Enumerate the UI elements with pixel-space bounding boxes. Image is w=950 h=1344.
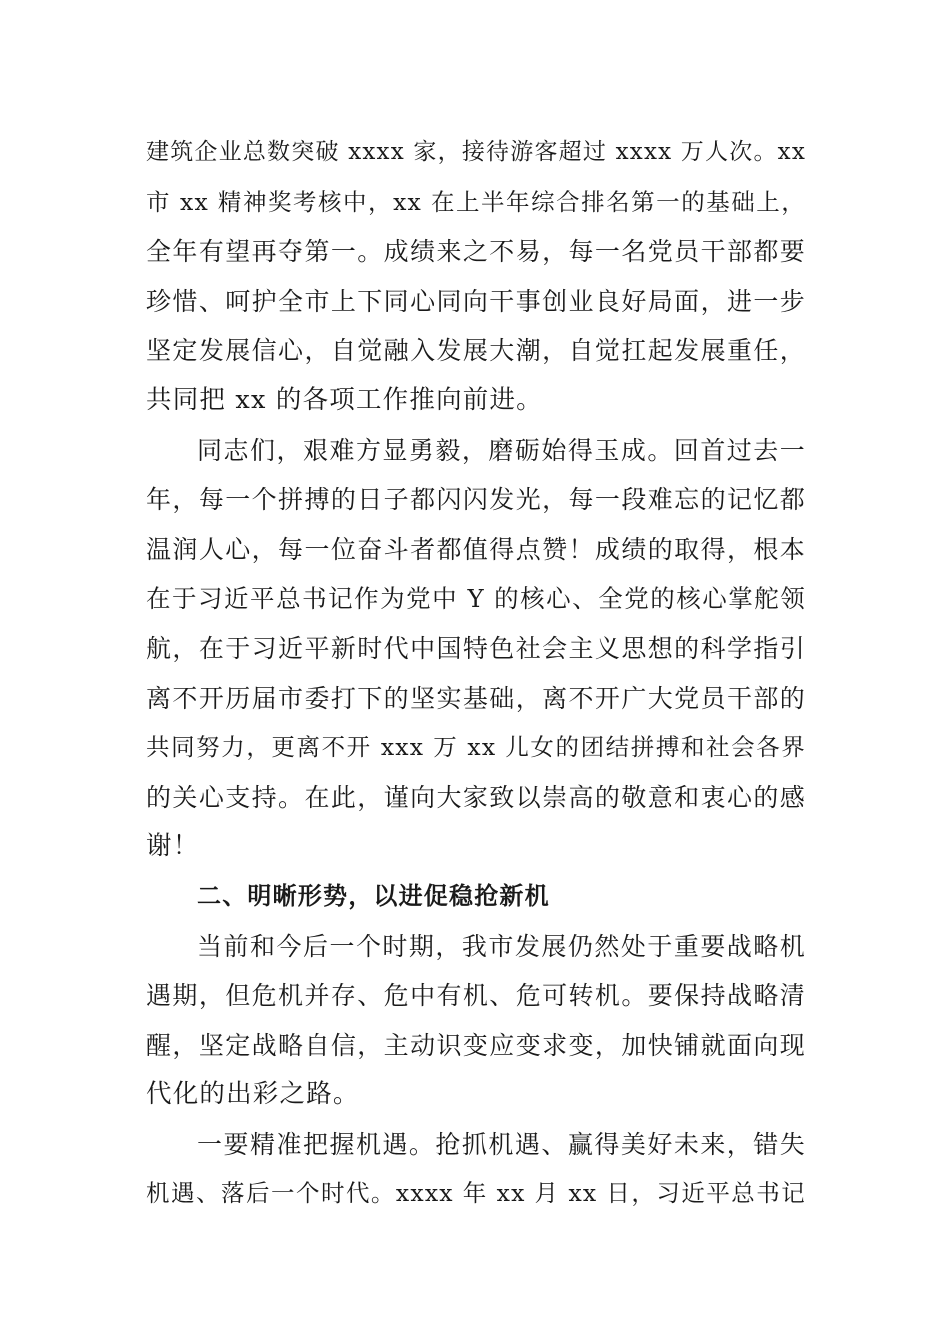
text-line: 市 xx 精神奖考核中，xx 在上半年综合排名第一的基础上， [146,187,806,216]
text-line: 代化的出彩之路。 [146,1079,360,1110]
document-body [146,128,806,1219]
text-line: 的关心支持。在此，谨向大家致以崇高的敬意和衷心的感 [146,782,806,812]
text-line: 航，在于习近平新时代中国特色社会主义思想的科学指引 [146,633,806,663]
text-line: 珍惜、呵护全市上下同心同向干事创业良好局面，进一步 [146,286,806,316]
text-line: 谢！ [146,831,200,862]
paragraph-start-line: 一要精准把握机遇。抢抓机遇、赢得美好未来，错失 [197,1129,806,1159]
text-line: 年，每一个拼搏的日子都闪闪发光，每一段难忘的记忆都 [146,485,806,515]
text-line: 温润人心，每一位奋斗者都值得点赞！成绩的取得，根本 [146,534,806,564]
text-line: 共同把 xx 的各项工作推向前进。 [146,384,543,415]
text-line: 醒，坚定战略自信，主动识变应变求变，加快铺就面向现 [146,1030,806,1060]
text-line: 离不开历届市委打下的坚实基础，离不开广大党员干部的 [146,683,806,713]
paragraph-start-line: 同志们，艰难方显勇毅，磨砺始得玉成。回首过去一 [197,435,806,465]
text-line: 建筑企业总数突破 xxxx 家，接待游客超过 xxxx 万人次。xx [146,139,806,165]
text-line: 遇期，但危机并存、危中有机、危可转机。要保持战略清 [146,981,806,1011]
section-heading: 二、明晰形势，以进促稳抢新机 [197,881,550,910]
text-line: 坚定发展信心，自觉融入发展大潮，自觉扛起发展重任， [146,336,806,366]
paragraph-start-line: 当前和今后一个时期，我市发展仍然处于重要战略机 [197,931,806,961]
text-line: 全年有望再夺第一。成绩来之不易，每一名党员干部都要 [146,237,806,267]
text-line: 机遇、落后一个时代。xxxx 年 xx 月 xx 日，习近平总书记 [146,1179,806,1208]
text-line: 共同努力，更离不开 xxx 万 xx 儿女的团结拼搏和社会各界 [146,733,806,762]
text-line: 在于习近平总书记作为党中 Y 的核心、全党的核心掌舵领 [146,584,806,614]
